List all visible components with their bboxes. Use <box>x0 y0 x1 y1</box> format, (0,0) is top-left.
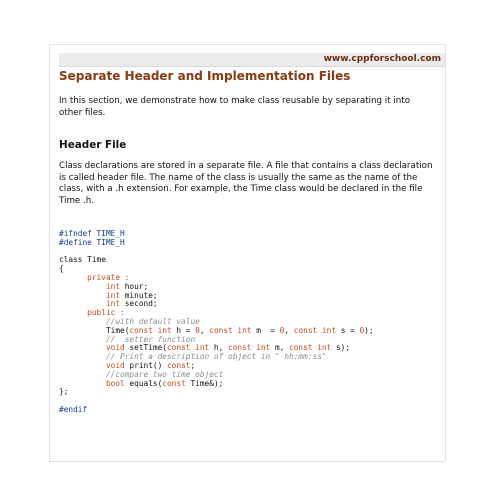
code-token <box>59 370 106 379</box>
code-token: Time( <box>59 325 130 335</box>
code-line <box>59 406 374 415</box>
code-token: // Print a description of object in " hh:mm:ss" <box>105 352 327 362</box>
code-token: private : <box>87 272 130 282</box>
code-line <box>59 397 374 406</box>
code-token: //with default value <box>105 316 200 326</box>
code-token: , <box>199 325 210 335</box>
code-token: }; <box>59 387 69 397</box>
code-line <box>59 248 374 257</box>
site-header-bar <box>59 53 445 67</box>
code-token: bool <box>105 378 125 388</box>
code-token: { <box>59 264 64 274</box>
code-token <box>59 361 106 370</box>
code-token: const int <box>209 325 252 335</box>
code-token: h, <box>209 343 229 353</box>
code-token: void <box>105 360 125 370</box>
code-token <box>59 379 106 388</box>
code-line <box>59 380 374 389</box>
code-token: // setter function <box>105 334 196 344</box>
code-token: class Time <box>59 255 106 265</box>
code-token <box>59 352 106 361</box>
code-token: #ifndef TIME_H <box>59 229 125 238</box>
code-token: 0 <box>359 325 365 335</box>
code-token: s = <box>336 325 360 335</box>
code-token: #define TIME_H <box>59 237 125 247</box>
code-token: const int <box>166 343 210 353</box>
code-token: const <box>166 360 191 370</box>
code-token: const <box>162 378 186 388</box>
code-token: void <box>105 343 125 353</box>
document-page <box>49 44 446 462</box>
section-heading: Header File <box>59 139 127 151</box>
code-token: const int <box>129 325 172 335</box>
code-line <box>59 388 374 397</box>
code-token: 0 <box>195 325 200 335</box>
code-token: , <box>284 325 294 335</box>
code-token: int <box>105 299 121 309</box>
site-url[interactable]: www.cppforschool.com <box>323 54 441 64</box>
code-token: minute; <box>120 290 158 300</box>
page-title: Separate Header and Implementation Files <box>59 69 351 83</box>
code-token: const int <box>293 325 337 335</box>
code-token: 0 <box>279 325 285 335</box>
code-token: int <box>105 281 121 291</box>
code-token <box>59 335 106 344</box>
code-token <box>59 273 87 282</box>
code-token: Time&); <box>185 378 224 388</box>
code-token: ; <box>190 360 196 370</box>
code-token <box>59 308 87 317</box>
code-token: h = <box>171 325 196 335</box>
code-token: ); <box>364 325 374 335</box>
code-line <box>59 239 374 248</box>
code-token: int <box>105 290 121 300</box>
code-block <box>59 230 374 415</box>
code-token <box>59 343 106 352</box>
code-token: print() <box>124 360 167 370</box>
code-token: m, <box>270 343 290 353</box>
code-token <box>59 291 106 300</box>
code-token: second; <box>120 299 158 309</box>
code-token: //compare two time object <box>105 369 224 379</box>
code-token: m = <box>251 325 280 335</box>
intro-paragraph: In this section, we demonstrate how to make class reusable by separating it into other files. <box>59 96 411 118</box>
code-token: setTime( <box>124 343 167 353</box>
code-token: hour; <box>120 281 149 291</box>
code-token <box>59 299 106 308</box>
code-token <box>59 282 106 291</box>
code-token <box>59 317 106 326</box>
code-line <box>59 256 374 265</box>
code-token: const int <box>289 343 332 353</box>
code-token: #endif <box>59 404 88 414</box>
code-token: equals( <box>124 378 163 388</box>
section-paragraph: Class declarations are stored in a separate file. A file that contains a class declaration is called header file. The name of the class is usually the same as the name of the class, with a .h extension. For example, the Time class would be declared in the file Time .h. <box>59 161 433 206</box>
code-token: const int <box>228 343 271 353</box>
code-token: s); <box>331 343 351 353</box>
code-token: public : <box>87 308 125 318</box>
